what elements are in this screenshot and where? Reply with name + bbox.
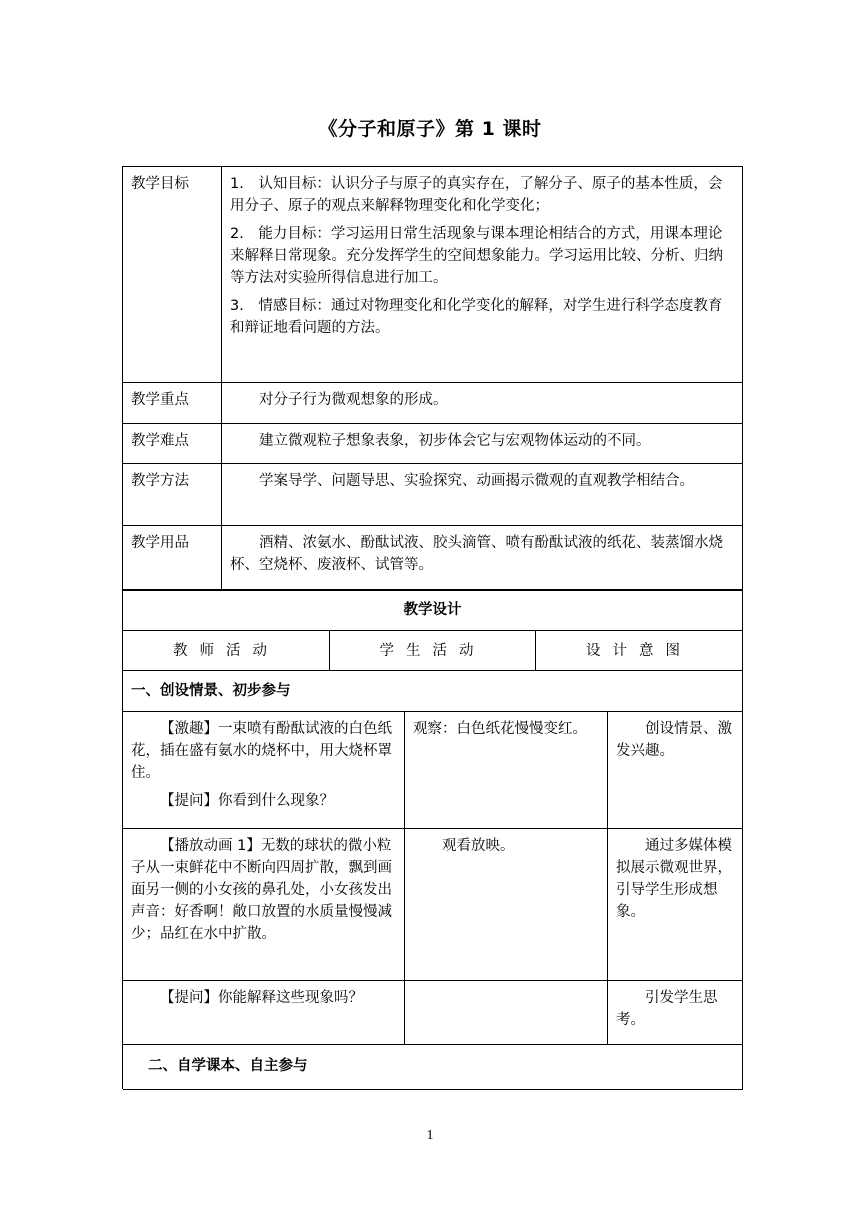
section-2-heading: 二、自学课本、自主参与 xyxy=(123,1045,743,1090)
lesson-info-table xyxy=(122,166,743,590)
section-1-heading: 一、创设情景、初步参与 xyxy=(123,671,743,712)
key-points-label: 教学重点 xyxy=(123,383,222,424)
document-title: 《分子和原子》第 1 课时 xyxy=(318,118,542,140)
objective-cognitive: 1. 认知目标：认识分子与原子的真实存在，了解分子、原子的基本性质，会用分子、原子的观点来解释物理变化和化学变化； xyxy=(230,176,723,214)
materials-label: 教学用品 xyxy=(123,526,222,591)
teaching-design-table xyxy=(122,589,743,1089)
materials-text: 酒精、浓氨水、酚酞试液、胶头滴管、喷有酚酞试液的纸花、装蒸馏水烧杯、空烧杯、废液杯、试管等。 xyxy=(222,526,743,591)
methods-text: 学案导学、问题导思、实验探究、动画揭示微观的直观教学相结合。 xyxy=(222,464,743,526)
objectives-content xyxy=(222,167,743,383)
key-points-text: 对分子行为微观想象的形成。 xyxy=(222,383,743,424)
objective-emotional: 3. 情感目标：通过对物理变化和化学变化的解释，对学生进行科学态度教育和辩证地看问题的方法。 xyxy=(230,298,723,336)
objectives-label: 教学目标 xyxy=(123,167,222,383)
difficulties-text: 建立微观粒子想象表象，初步体会它与宏观物体运动的不同。 xyxy=(222,424,743,464)
row2-intent: 通过多媒体模拟展示微观世界，引导学生形成想象。 xyxy=(608,829,743,981)
row1-student: 观察：白色纸花慢慢变红。 xyxy=(405,712,608,829)
design-heading: 教学设计 xyxy=(123,590,743,631)
row3-teacher: 【提问】你能解释这些现象吗？ xyxy=(123,981,405,1045)
column-header-intent: 设计意图 xyxy=(536,631,743,671)
column-header-student: 学生活动 xyxy=(330,631,536,671)
row1-teacher-question: 【提问】你看到什么现象？ xyxy=(160,793,334,809)
objective-ability: 2. 能力目标：学习运用日常生活现象与课本理论相结合的方式，用课本理论来解释日常现象。充分发挥学生的空间想象能力。学习运用比较、分析、归纳等方法对实验所得信息进行加工。 xyxy=(230,226,723,286)
row1-teacher-activity: 【激趣】一束喷有酚酞试液的白色纸花，插在盛有氨水的烧杯中，用大烧杯罩住。 xyxy=(131,721,392,781)
row2-teacher: 【播放动画 1】无数的球状的微小粒子从一束鲜花中不断向四周扩散，飘到画面另一侧的小女孩的鼻孔处，小女孩发出声音：好香啊！敞口放置的水质量慢慢减少；品红在水中扩散。 xyxy=(123,829,405,981)
difficulties-label: 教学难点 xyxy=(123,424,222,464)
row3-intent: 引发学生思考。 xyxy=(608,981,743,1045)
column-header-teacher: 教师活动 xyxy=(123,631,330,671)
row1-teacher xyxy=(123,712,405,829)
row1-intent: 创设情景、激发兴趣。 xyxy=(608,712,743,829)
row3-student xyxy=(405,981,608,1045)
methods-label: 教学方法 xyxy=(123,464,222,526)
page-number: 1 xyxy=(426,1128,434,1143)
row2-student: 观看放映。 xyxy=(405,829,608,981)
